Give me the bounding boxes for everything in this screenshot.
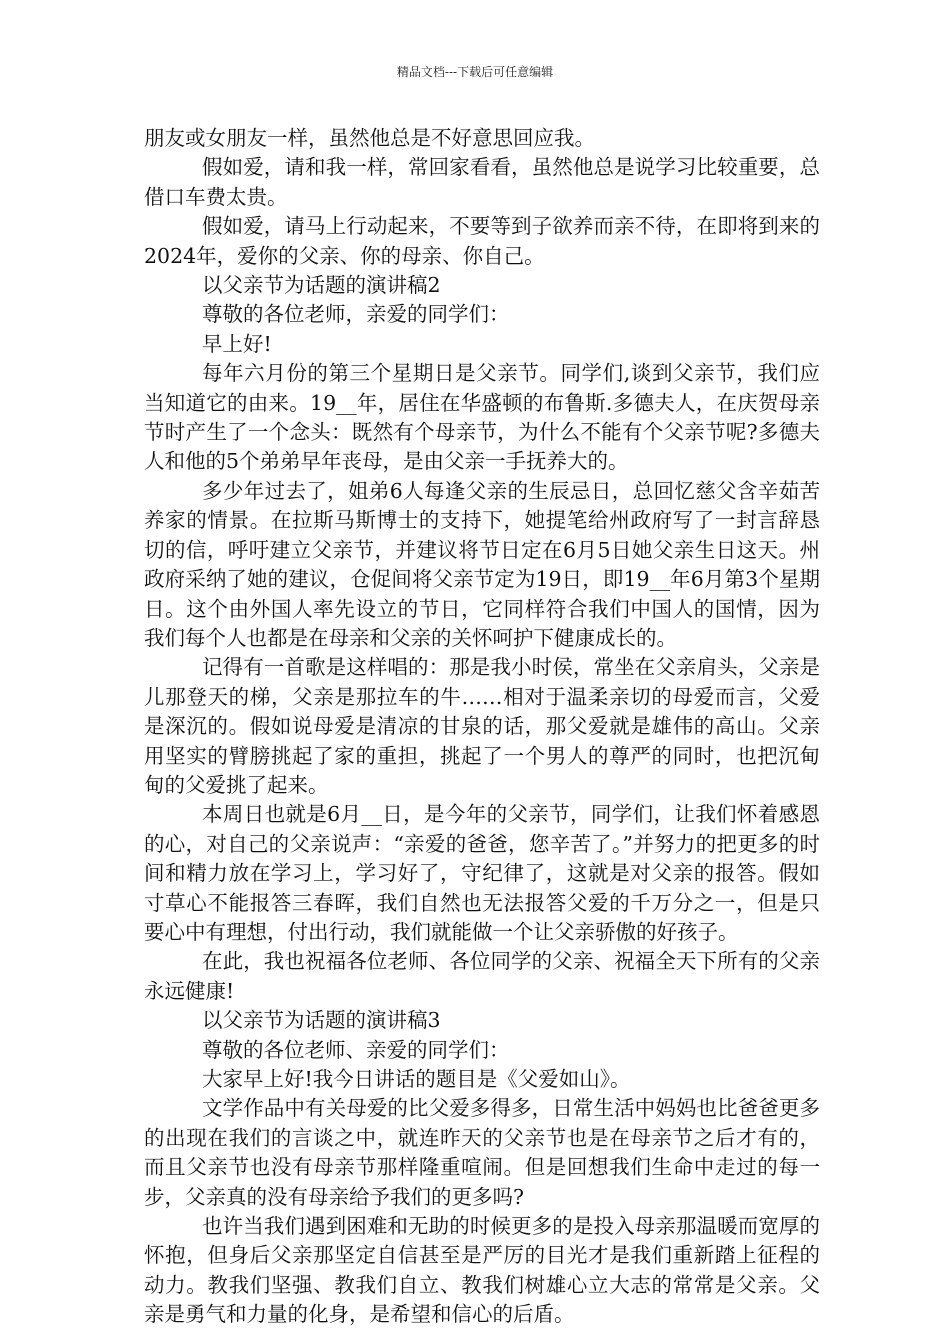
paragraph: 在此，我也祝福各位老师、各位同学的父亲、祝福全天下所有的父亲永远健康! [144,949,820,1003]
paragraph: 假如爱，请和我一样，常回家看看，虽然他总是说学习比较重要，总借口车费太贵。 [144,155,820,209]
paragraph: 记得有一首歌是这样唱的：那是我小时侯，常坐在父亲肩头，父亲是儿那登天的梯，父亲是那拉车的牛……相对于温柔亲切的母爱而言，父爱是深沉的。假如说母爱是清凉的甘泉的话，那父爱就是雄伟的高山。父亲用坚实的臂膀挑起了家的重担，挑起了一个男人的尊严的同时，也把沉甸甸的父爱挑了起来。 [144,655,820,797]
greeting: 大家早上好!我今日讲话的题目是《父爱如山》。 [202,1067,631,1091]
greeting: 早上好! [202,331,272,356]
page-header: 精品文档---下载后可任意编辑 [396,65,554,79]
paragraph: 多少年过去了，姐弟6人每逢父亲的生辰忌日，总回忆慈父含辛茹苦养家的情景。在拉斯马斯博士的支持下，她提笔给州政府写了一封言辞恳切的信，呼吁建立父亲节，并建议将节日定在6月5日她父亲生日这天。州政府采纳了她的建议，仓促间将父亲节定为19日，即19__年6月第3个星期日。这个由外国人率先设立的节日，它同样符合我们中国人的国情，因为我们每个人也都是在母亲和父亲的关怀呵护下健康成长的。 [144,478,820,650]
salutation: 尊敬的各位老师，亲爱的同学们： [202,302,510,327]
paragraph: 每年六月份的第三个星期日是父亲节。同学们,谈到父亲节，我们应当知道它的由来。19__年，居住在华盛顿的布鲁斯.多德夫人，在庆贺母亲节时产生了一个念头：既然有个母亲节，为什么不能有个父亲节呢?多德夫人和他的5个弟弟早年丧母，是由父亲一手抚养大的。 [144,361,820,474]
salutation: 尊敬的各位老师、亲爱的同学们： [202,1037,510,1062]
paragraph: 朋友或女朋友一样，虽然他总是不好意思回应我。 [144,126,595,150]
paragraph: 本周日也就是6月__日，是今年的父亲节，同学们，让我们怀着感恩的心，对自己的父亲说声：“亲爱的爸爸，您辛苦了。”并努力的把更多的时间和精力放在学习上，学习好了，守纪律了，这就是对父亲的报答。假如寸草心不能报答三春晖，我们自然也无法报答父爱的千万分之一，但是只要心中有理想，付出行动，我们就能做一个让父亲骄傲的好孩子。 [144,802,820,944]
paragraph: 假如爱，请马上行动起来，不要等到子欲养而亲不待，在即将到来的2024年，爱你的父亲、你的母亲、你自己。 [144,214,820,268]
section-heading: 以父亲节为话题的演讲稿2 [202,273,441,298]
document-body [144,124,820,1330]
paragraph: 也许当我们遇到困难和无助的时候更多的是投入母亲那温暖而宽厚的怀抱，但身后父亲那坚定自信甚至是严厉的目光才是我们重新踏上征程的动力。教我们坚强、教我们自立、教我们树雄心立大志的常常是父亲。父亲是勇气和力量的化身，是希望和信心的后盾。 [144,1214,820,1327]
section-heading: 以父亲节为话题的演讲稿3 [202,1008,441,1033]
paragraph: 文学作品中有关母爱的比父爱多得多，日常生活中妈妈也比爸爸更多的出现在我们的言谈之中，就连昨天的父亲节也是在母亲节之后才有的，而且父亲节也没有母亲节那样隆重喧闹。但是回想我们生命中走过的每一步，父亲真的没有母亲给予我们的更多吗? [144,1096,820,1209]
